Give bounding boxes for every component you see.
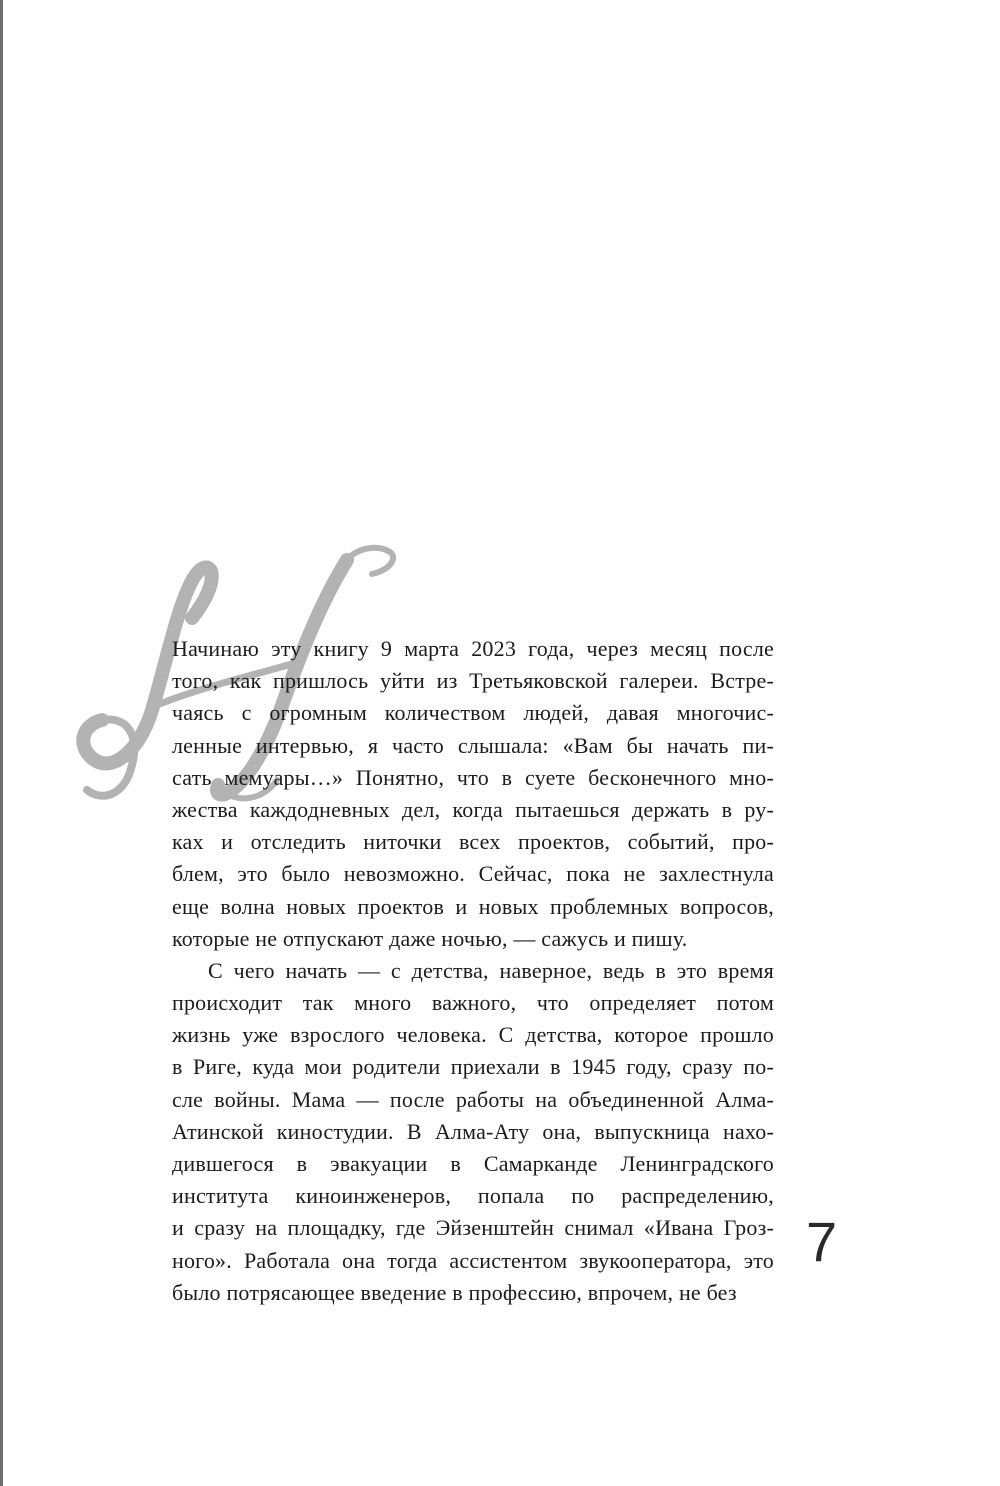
text-line: ленные интервью, я часто слышала: «Вам бы начать пи- xyxy=(172,732,774,758)
text-line: происходит так много важного, что определяет потом xyxy=(172,990,774,1016)
text-line: еще волна новых проектов и новых проблемных вопросов, xyxy=(172,893,774,919)
text-line: жества каждодневных дел, когда пытаешься держать в ру- xyxy=(172,796,774,822)
text-line: сле войны. Мама — после работы на объединенной Алма- xyxy=(172,1086,774,1112)
text-line: в Риге, куда мои родители приехали в 1945 году, сразу по- xyxy=(172,1054,774,1080)
text-line: ного». Работала она тогда ассистентом звукооператора, это xyxy=(172,1247,774,1273)
paragraph xyxy=(172,955,774,1309)
page-edge xyxy=(0,0,3,1486)
text-line: жизнь уже взрослого человека. С детства, которое прошло xyxy=(172,1022,774,1048)
text-line: и сразу на площадку, где Эйзенштейн снимал «Ивана Гроз- xyxy=(172,1215,774,1241)
text-line: С чего начать — с детства, наверное, ведь в это время xyxy=(208,957,774,983)
text-line: ках и отследить ниточки всех проектов, событий, про- xyxy=(172,829,774,855)
text-line: которые не отпускают даже ночью, — сажусь и пишу. xyxy=(172,925,688,951)
text-line: дившегося в эвакуации в Самарканде Ленинградского xyxy=(172,1151,774,1176)
text-line: было потрясающее введение в профессию, впрочем, не без xyxy=(172,1279,737,1305)
paragraph xyxy=(172,633,774,955)
text-line: института киноинженеров, попала по распределению, xyxy=(172,1183,774,1209)
text-line: Начинаю эту книгу 9 марта 2023 года, через месяц после xyxy=(172,636,774,661)
text-line: чаясь с огромным количеством людей, давая многочис- xyxy=(172,700,774,726)
body-text xyxy=(172,633,774,1309)
text-line: сать мемуары…» Понятно, что в суете бесконечного мно- xyxy=(172,764,774,790)
text-line: Атинской киностудии. В Алма-Ату она, выпускница нахо- xyxy=(172,1118,774,1144)
page-number: 7 xyxy=(806,1210,838,1273)
text-line: блем, это было невозможно. Сейчас, пока не захлестнула xyxy=(172,861,774,887)
text-line: того, как пришлось уйти из Третьяковской галереи. Встре- xyxy=(172,668,774,694)
